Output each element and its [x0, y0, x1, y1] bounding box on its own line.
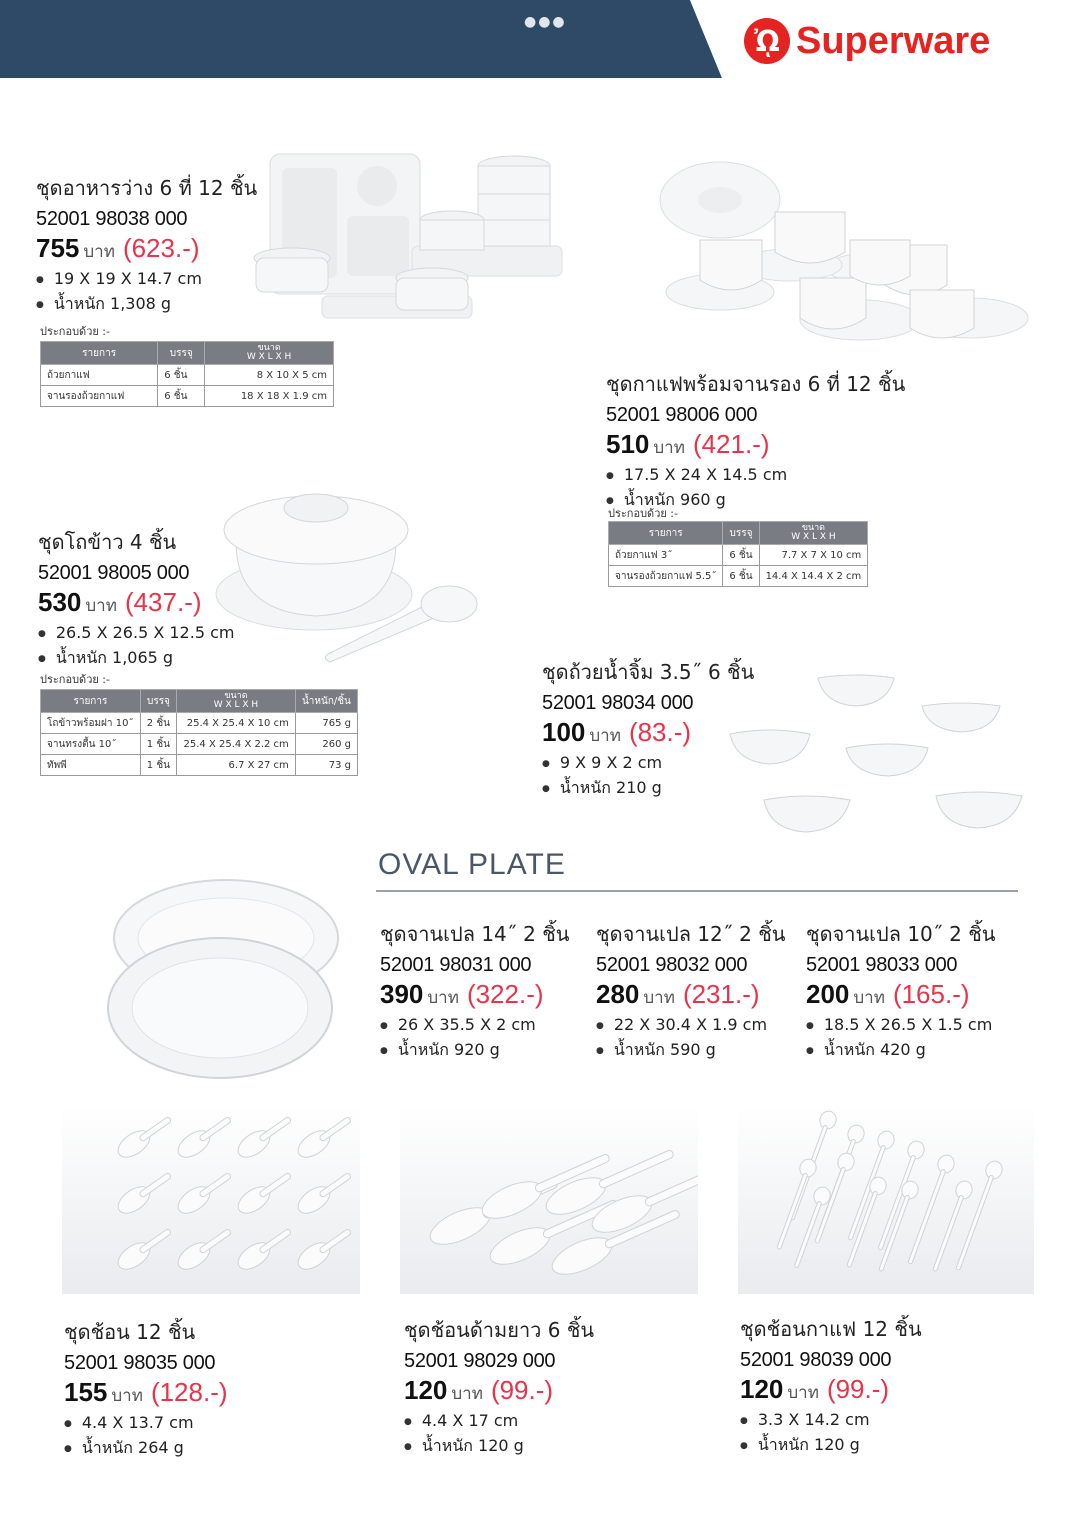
price-unit: บาท [427, 988, 459, 1008]
product-spoon-set [64, 1316, 228, 1461]
spoon-set-image [62, 1104, 360, 1294]
product-weight: ● น้ำหนัก 210 g [542, 776, 754, 801]
oval-plate-image [102, 874, 344, 1086]
product-name: ชุดช้อน 12 ชิ้น [64, 1320, 196, 1344]
product-price [596, 979, 785, 1011]
product-weight: ● น้ำหนัก 1,308 g [36, 292, 257, 317]
product-price [64, 1377, 228, 1409]
table-row: จานรองถ้วยกาแฟ 5.5˝ 6 ชิ้น 14.4 X 14.4 X 2 cm [609, 566, 868, 587]
brand-logo [744, 18, 990, 64]
product-code: 52001 98038 000 [36, 208, 188, 230]
price-value: 155 [64, 1377, 108, 1407]
promo-price: (99.-) [490, 1375, 554, 1405]
product-weight: ● น้ำหนัก 590 g [596, 1038, 785, 1063]
col-header-qty: บรรจุ [723, 522, 759, 545]
product-size: ● 4.4 X 17 cm [404, 1411, 594, 1430]
section-title-oval-plate: OVAL PLATE [378, 848, 566, 881]
table-row: จานรองถ้วยกาแฟ 6 ชิ้น 18 X 18 X 1.9 cm [41, 386, 334, 407]
product-size: ● 26 X 35.5 X 2 cm [380, 1015, 569, 1034]
table-row: ทัพพี 1 ชิ้น 6.7 X 27 cm 73 g [41, 755, 358, 776]
price-unit: บาท [451, 1384, 483, 1404]
product-code: 52001 98029 000 [404, 1350, 556, 1372]
product-size: ● 22 X 30.4 X 1.9 cm [596, 1015, 785, 1034]
product-code: 52001 98033 000 [806, 954, 958, 976]
product-snack-set [36, 172, 257, 317]
product-weight: ● น้ำหนัก 120 g [404, 1434, 594, 1459]
price-unit: บาท [653, 438, 685, 458]
product-weight: ● น้ำหนัก 120 g [740, 1433, 922, 1458]
price-value: 280 [596, 979, 640, 1009]
price-value: 200 [806, 979, 850, 1009]
composition-label: ประกอบด้วย :- [608, 507, 678, 520]
col-header-item: รายการ [41, 342, 158, 365]
col-header-weight: น้ำหนัก/ชิ้น [295, 690, 357, 713]
table-row: โถข้าวพร้อมฝา 10˝ 2 ชิ้น 25.4 X 25.4 X 10 cm 765 g [41, 713, 358, 734]
price-value: 120 [404, 1375, 448, 1405]
promo-price: (623.-) [122, 233, 200, 263]
price-unit: บาท [85, 596, 117, 616]
product-price [38, 587, 234, 619]
table-row: ถ้วยกาแฟ 6 ชิ้น 8 X 10 X 5 cm [41, 365, 334, 386]
col-header-qty: บรรจุ [140, 690, 176, 713]
promo-price: (83.-) [628, 717, 692, 747]
composition-label: ประกอบด้วย :- [40, 325, 110, 338]
promo-price: (437.-) [124, 587, 202, 617]
coffee-set-image [640, 150, 1040, 356]
product-long-spoon-set [404, 1314, 594, 1459]
price-unit: บาท [643, 988, 675, 1008]
col-header-item: รายการ [41, 690, 141, 713]
product-price [36, 233, 257, 265]
promo-price: (421.-) [692, 429, 770, 459]
promo-price: (231.-) [682, 979, 760, 1009]
product-name: ชุดช้อนด้ามยาว 6 ชิ้น [404, 1318, 595, 1342]
col-header-size: ขนาด W X L X H [759, 522, 868, 545]
product-code: 52001 98032 000 [596, 954, 748, 976]
product-name: ชุดจานเปล 10˝ 2 ชิ้น [806, 922, 996, 946]
product-size: ● 26.5 X 26.5 X 12.5 cm [38, 623, 234, 642]
price-value: 510 [606, 429, 650, 459]
product-name: ชุดจานเปล 12˝ 2 ชิ้น [596, 922, 786, 946]
price-value: 755 [36, 233, 80, 263]
product-weight: ● น้ำหนัก 1,065 g [38, 646, 234, 671]
product-code: 52001 98005 000 [38, 562, 190, 584]
promo-price: (165.-) [892, 979, 970, 1009]
table-row: ถ้วยกาแฟ 3˝ 6 ชิ้น 7.7 X 7 X 10 cm [609, 545, 868, 566]
product-weight: ● น้ำหนัก 960 g [606, 488, 905, 513]
product-coffee-spoon-set [740, 1313, 922, 1458]
price-unit: บาท [853, 988, 885, 1008]
product-price [380, 979, 569, 1011]
snack-set-image [252, 146, 572, 324]
composition-label: ประกอบด้วย :- [40, 673, 110, 686]
composition-table [40, 689, 358, 776]
product-name: ชุดถ้วยน้ำจิ้ม 3.5˝ 6 ชิ้น [542, 660, 755, 684]
col-header-size: ขนาด W X L X H [177, 690, 296, 713]
long-spoon-image [400, 1104, 698, 1294]
product-code: 52001 98006 000 [606, 404, 758, 426]
penguin-logo-icon: ᾨ [744, 18, 790, 64]
promo-price: (99.-) [826, 1374, 890, 1404]
product-weight: ● น้ำหนัก 420 g [806, 1038, 995, 1063]
product-price [404, 1375, 594, 1407]
promo-price: (322.-) [466, 979, 544, 1009]
product-size: ● 19 X 19 X 14.7 cm [36, 269, 257, 288]
price-value: 120 [740, 1374, 784, 1404]
product-rice-bowl-set [38, 526, 234, 671]
table-row: จานทรงตื้น 10˝ 1 ชิ้น 25.4 X 25.4 X 2.2 cm 260 g [41, 734, 358, 755]
product-name: ชุดโถข้าว 4 ชิ้น [38, 530, 177, 554]
col-header-size: ขนาด W X L X H [205, 342, 334, 365]
col-header-qty: บรรจุ [158, 342, 205, 365]
dip-bowl-image [720, 664, 1032, 842]
price-value: 530 [38, 587, 82, 617]
brand-name: Superware [796, 19, 991, 62]
product-price [740, 1374, 922, 1406]
product-size: ● 18.5 X 26.5 X 1.5 cm [806, 1015, 995, 1034]
price-unit: บาท [83, 242, 115, 262]
col-header-item: รายการ [609, 522, 723, 545]
section-divider [376, 890, 1018, 892]
composition-table [608, 521, 868, 587]
product-oval-14 [380, 918, 569, 1063]
price-unit: บาท [787, 1383, 819, 1403]
product-code: 52001 98034 000 [542, 692, 694, 714]
product-size: ● 4.4 X 13.7 cm [64, 1413, 228, 1432]
product-oval-10 [806, 918, 995, 1063]
product-price [606, 429, 905, 461]
product-name: ชุดจานเปล 14˝ 2 ชิ้น [380, 922, 570, 946]
price-unit: บาท [111, 1386, 143, 1406]
more-dots-icon[interactable]: ●●● [524, 14, 567, 30]
product-size: ● 17.5 X 24 X 14.5 cm [606, 465, 905, 484]
product-code: 52001 98031 000 [380, 954, 532, 976]
price-value: 390 [380, 979, 424, 1009]
product-name: ชุดกาแฟพร้อมจานรอง 6 ที่ 12 ชิ้น [606, 372, 906, 396]
product-size: ● 9 X 9 X 2 cm [542, 753, 754, 772]
composition-table [40, 341, 334, 407]
coffee-spoon-image [738, 1104, 1034, 1294]
product-name: ชุดช้อนกาแฟ 12 ชิ้น [740, 1317, 922, 1341]
rice-bowl-image [214, 472, 484, 668]
product-weight: ● น้ำหนัก 264 g [64, 1436, 228, 1461]
product-code: 52001 98035 000 [64, 1352, 216, 1374]
product-price [806, 979, 995, 1011]
promo-price: (128.-) [150, 1377, 228, 1407]
product-oval-12 [596, 918, 785, 1063]
price-unit: บาท [589, 726, 621, 746]
product-code: 52001 98039 000 [740, 1349, 892, 1371]
product-coffee-set [606, 368, 905, 513]
product-name: ชุดอาหารว่าง 6 ที่ 12 ชิ้น [36, 176, 258, 200]
product-weight: ● น้ำหนัก 920 g [380, 1038, 569, 1063]
product-size: ● 3.3 X 14.2 cm [740, 1410, 922, 1429]
price-value: 100 [542, 717, 586, 747]
